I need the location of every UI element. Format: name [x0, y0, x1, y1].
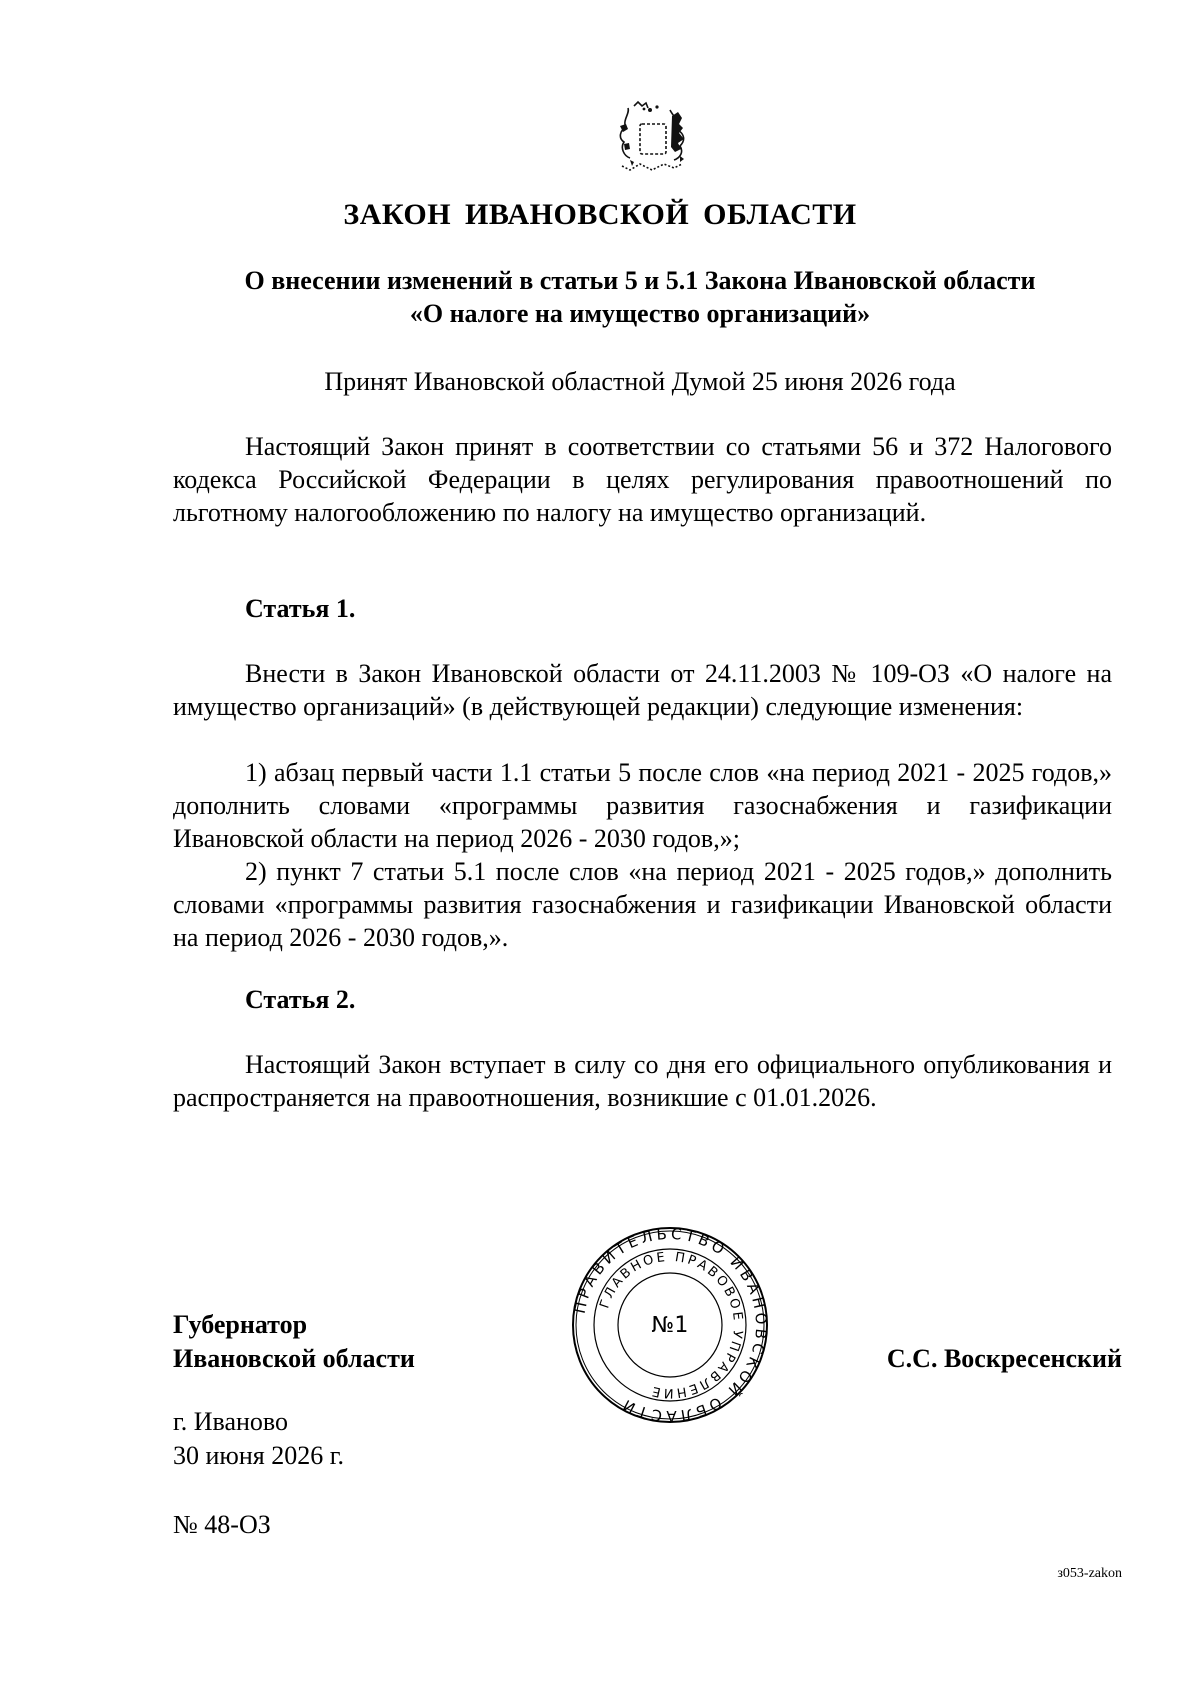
article-1-intro: Внести в Закон Ивановской области от 24.11.2003 № 109-ОЗ «О налоге на имущество организаций» (в действующей редакции) следующие изменения: [173, 659, 1112, 721]
law-title [170, 264, 1110, 330]
law-number: № 48-ОЗ [173, 1510, 271, 1539]
signatory-position-line-2: Ивановской области [173, 1344, 415, 1373]
place-and-date [173, 1405, 344, 1473]
official-seal [570, 1225, 770, 1425]
signatory-position [173, 1308, 415, 1376]
preamble-paragraph: Настоящий Закон принят в соответствии со статьями 56 и 372 Налогового кодекса Российской Федерации в целях регулирования правоотношений по льготному налогообложению по налогу на имущество организаций. [173, 432, 1112, 527]
seal-outer-text: ПРАВИТЕЛЬСТВО ИВАНОВСКОЙ ОБЛАСТИ [570, 1225, 770, 1425]
file-code: з053-zakon [1057, 1566, 1122, 1581]
place: г. Иваново [173, 1407, 288, 1436]
article-2-text: Настоящий Закон вступает в силу со дня его официального опубликования и распространяется на правоотношения, возникшие с 01.01.2026. [173, 1050, 1112, 1112]
article-1-heading: Статья 1. [245, 594, 356, 623]
seal-number: №1 [651, 1313, 689, 1338]
coat-of-arms-icon [600, 100, 700, 182]
signing-date: 30 июня 2026 г. [173, 1441, 344, 1470]
signatory-position-line-1: Губернатор [173, 1310, 308, 1339]
adoption-note: Принят Ивановской областной Думой 25 июня 2026 года [324, 367, 956, 396]
law-title-line-2: «О налоге на имущество организаций» [409, 299, 871, 328]
document-type-heading: ЗАКОН ИВАНОВСКОЙ ОБЛАСТИ [343, 198, 857, 231]
seal-inner-text: ГЛАВНОЕ ПРАВОВОЕ УПРАВЛЕНИЕ [597, 1249, 746, 1401]
article-1-item-1: 1) абзац первый части 1.1 статьи 5 после слов «на период 2021 - 2025 годов,» дополнить словами «программы развития газоснабжения и газификации Ивановской области на период 2026 - 2030 годов,»; [173, 758, 1112, 853]
article-2-heading: Статья 2. [245, 985, 356, 1014]
signatory-name: С.С. Воскресенский [886, 1344, 1122, 1373]
article-1-item-2: 2) пункт 7 статьи 5.1 после слов «на период 2021 - 2025 годов,» дополнить словами «программы развития газоснабжения и газификации Ивановской области на период 2026 - 2030 годов,». [173, 857, 1112, 952]
law-title-line-1: О внесении изменений в статьи 5 и 5.1 Закона Ивановской области [244, 266, 1036, 295]
